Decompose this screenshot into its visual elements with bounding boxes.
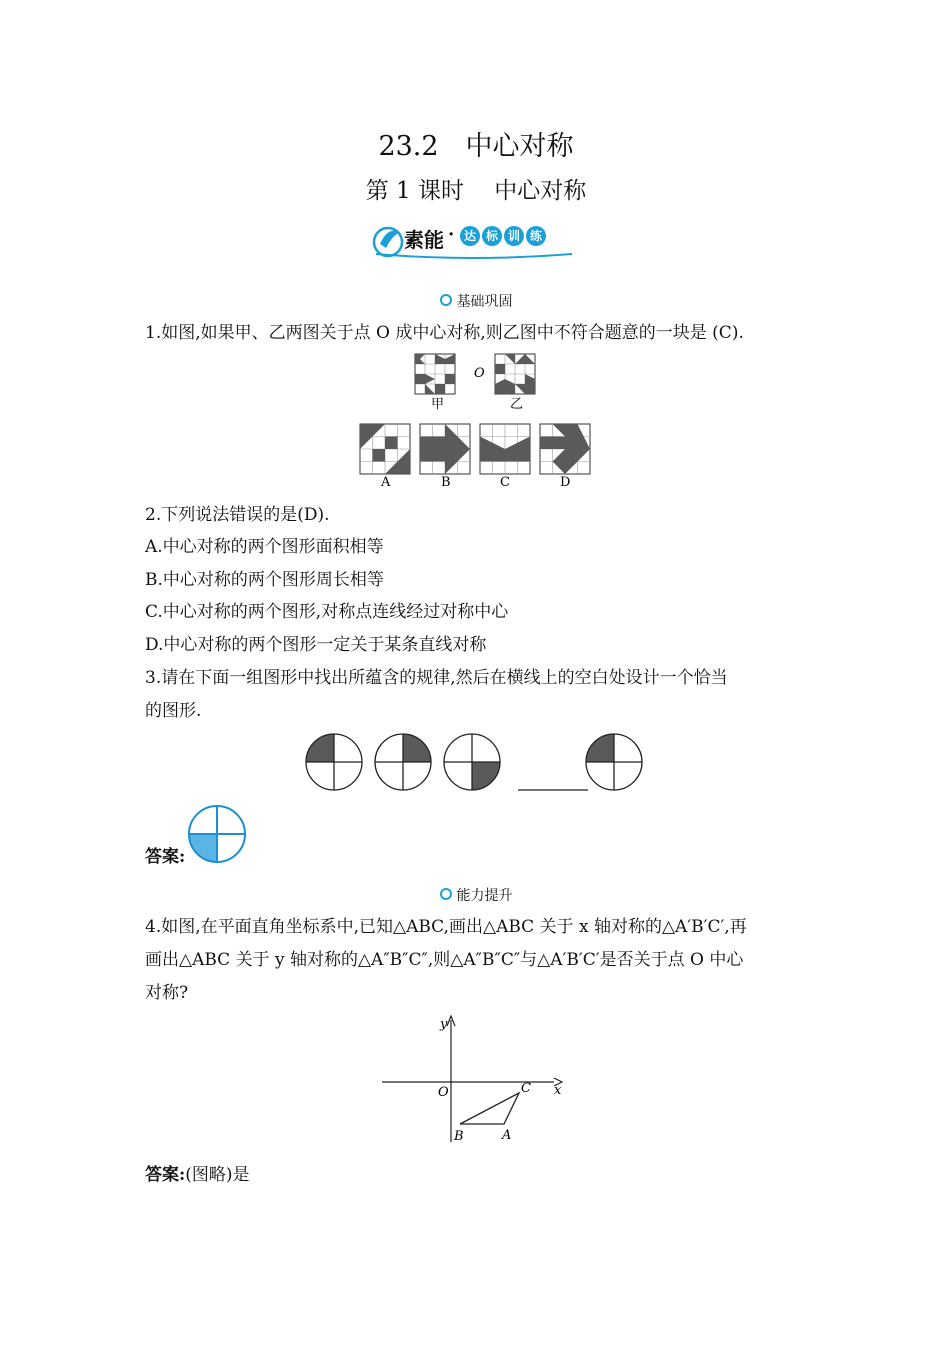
circle-bullet-icon	[440, 294, 452, 306]
section-heading-text: 能力提升	[456, 888, 513, 904]
banner-badge: 达	[460, 226, 480, 246]
question-4-line-2: 画出△ABC 关于 y 轴对称的△A″B″C″,则△A″B″C″与△A′B′C′是否关于点 O 中心	[145, 950, 744, 970]
q3-answer-figure	[186, 803, 248, 865]
section-heading-text: 基础巩固	[456, 294, 513, 310]
option-piece-a	[360, 424, 410, 474]
pattern-circle-5	[586, 734, 642, 790]
pattern-circle-2	[375, 734, 431, 790]
q1-option-pieces	[355, 422, 595, 490]
triangle-abc	[460, 1093, 519, 1124]
circle-bullet-icon	[440, 888, 452, 900]
bird-icon	[380, 231, 400, 249]
question-4-line-1: 4.如图,在平面直角坐标系中,已知△ABC,画出△ABC 关于 x 轴对称的△A′B′C′,再	[145, 917, 747, 937]
answer-label-q4: 答案:	[145, 1165, 186, 1185]
section-heading-advanced	[0, 885, 952, 905]
q3-pattern-sequence	[300, 728, 650, 798]
point-o-label: O	[474, 366, 485, 381]
figure-yi	[495, 354, 535, 394]
answer-q4	[145, 1164, 250, 1186]
pattern-circle-1	[306, 734, 362, 790]
banner-badges	[460, 226, 546, 246]
banner-badge: 练	[526, 226, 546, 246]
origin-label: O	[438, 1085, 449, 1100]
point-b-label: B	[454, 1129, 464, 1144]
question-1-text: 1.如图,如果甲、乙两图关于点 O 成中心对称,则乙图中不符合题意的一块是 (C).	[145, 323, 744, 343]
q2-option-a: A.中心对称的两个图形面积相等	[145, 537, 384, 557]
y-axis-label: y	[440, 1017, 448, 1032]
banner-main-text: 素能	[404, 228, 444, 252]
q4-coordinate-figure	[376, 1012, 576, 1150]
banner-badge: 训	[504, 226, 524, 246]
section-heading-basic	[0, 291, 952, 311]
question-3-line-1: 3.请在下面一组图形中找出所蕴含的规律,然后在横线上的空白处设计一个恰当	[145, 668, 728, 688]
point-a-label: A	[502, 1128, 512, 1143]
banner-swoosh	[376, 254, 572, 258]
page-title: 23.2 中心对称	[378, 131, 574, 162]
question-3-line-2: 的图形.	[145, 701, 202, 721]
question-4-line-3: 对称?	[145, 983, 189, 1003]
option-label-b: B	[441, 475, 451, 490]
pattern-circle-3	[444, 734, 500, 790]
option-piece-b	[420, 424, 470, 474]
q2-option-b: B.中心对称的两个图形周长相等	[145, 570, 384, 590]
option-label-d: D	[560, 475, 571, 490]
q2-option-c: C.中心对称的两个图形,对称点连线经过对称中心	[145, 602, 509, 622]
q1-reference-figures	[410, 352, 545, 412]
answer-label-q3: 答案:	[145, 847, 186, 867]
label-yi: 乙	[510, 397, 524, 412]
point-c-label: C	[521, 1081, 531, 1096]
q2-option-d: D.中心对称的两个图形一定关于某条直线对称	[145, 635, 487, 655]
banner-dot: ·	[448, 224, 455, 245]
question-2-stem: 2.下列说法错误的是(D).	[145, 505, 330, 525]
banner	[372, 218, 582, 260]
banner-badge: 标	[482, 226, 502, 246]
option-label-c: C	[500, 475, 510, 490]
label-jia: 甲	[431, 397, 445, 412]
figure-jia	[415, 354, 455, 394]
lesson-subtitle: 第 1 课时 中心对称	[365, 178, 587, 204]
x-axis-label: x	[554, 1083, 562, 1098]
answer-text-q4: (图略)是	[185, 1165, 250, 1185]
option-label-a: A	[381, 475, 391, 490]
option-piece-c	[480, 424, 530, 474]
option-piece-d	[540, 424, 590, 474]
